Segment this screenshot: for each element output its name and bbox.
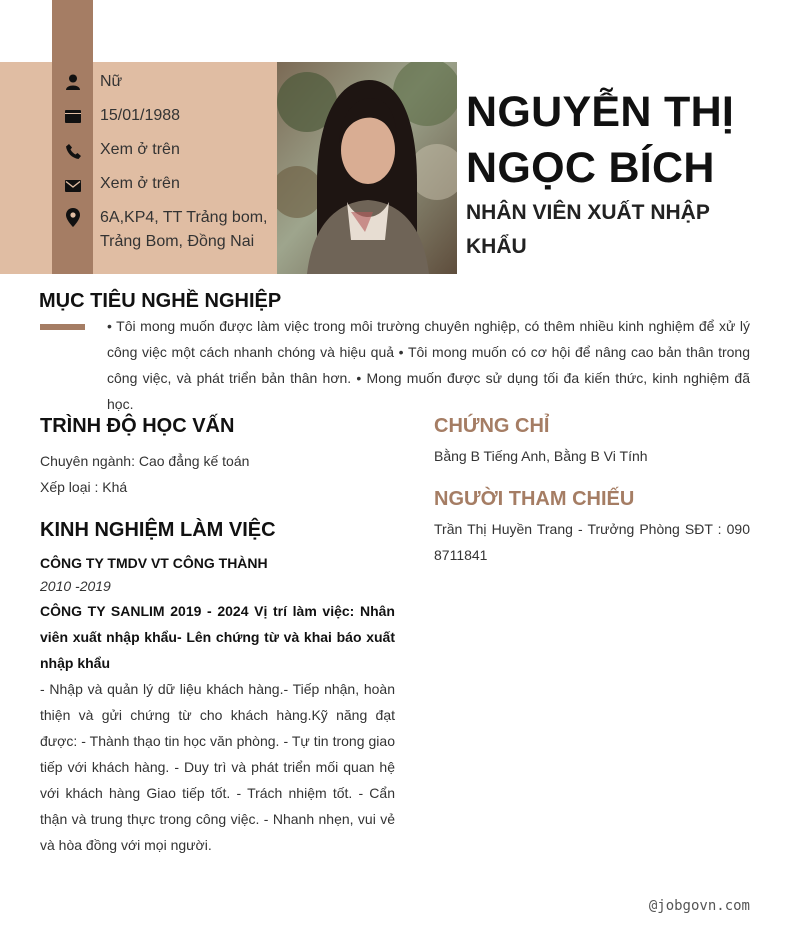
birthdate-text: 15/01/1988 <box>100 107 181 124</box>
education-rank: Xếp loại : Khá <box>40 479 128 495</box>
experience-heading: KINH NGHIỆM LÀM VIỆC <box>40 519 276 541</box>
mail-icon <box>64 177 82 195</box>
objective-text: • Tôi mong muốn được làm việc trong môi trường chuyên nghiệp, có thêm nhiều kinh nghiệm để xử lý công việc một cách nhanh chóng và hiệu quả • Tôi mong muốn có cơ hội để nâng cao bản thân trong công việc, và phát triển bản thân hơn. • Mong muốn được sử dụng tối đa kiến thức, kinh nghiệm đã học. <box>107 318 750 412</box>
objective-heading: MỤC TIÊU NGHỀ NGHIỆP <box>39 290 282 312</box>
objective-underline <box>40 324 85 330</box>
experience-period-1: 2010 -2019 <box>40 578 111 594</box>
certificates-heading: CHỨNG CHỈ <box>434 415 550 437</box>
phone-icon <box>64 142 82 160</box>
phone-text: Xem ở trên <box>100 141 180 158</box>
education-major: Chuyên ngành: Cao đẳng kế toán <box>40 453 250 469</box>
experience-description: - Nhập và quản lý dữ liệu khách hàng.- Tiếp nhận, hoàn thiện và gửi chứng từ cho khách hàng.Kỹ năng đạt được: - Thành thạo tin học văn phòng. - Tự tin trong giao tiếp với khách hàng. - Duy trì và phát triển mối quan hệ với khách hàng Giao tiếp tốt. - Trách nhiệm tốt. - Cẩn thận và trung thực trong công việc. - Nhanh nhẹn, vui vẻ và hòa đồng với mọi người. <box>40 681 395 853</box>
calendar-icon <box>64 107 82 125</box>
experience-company-2: CÔNG TY SANLIM 2019 - 2024 Vị trí làm việc: Nhân viên xuất nhập khẩu- Lên chứng từ và khai báo xuất nhập khẩu <box>40 603 395 671</box>
profile-photo <box>277 62 457 274</box>
candidate-role: NHÂN VIÊN XUẤT NHẬP KHẨU <box>466 201 710 258</box>
address-text: 6A,KP4, TT Trảng bom, Trảng Bom, Đồng Nai <box>100 209 268 250</box>
references-heading: NGƯỜI THAM CHIẾU <box>434 488 635 510</box>
experience-company-1: CÔNG TY TMDV VT CÔNG THÀNH <box>40 555 268 571</box>
references-text: Trần Thị Huyền Trang - Trưởng Phòng SĐT : 090 8711841 <box>434 521 750 563</box>
email-text: Xem ở trên <box>100 175 180 192</box>
decorative-stripe <box>52 0 93 274</box>
watermark: @jobgovn.com <box>648 898 750 914</box>
certificates-text: Bằng B Tiếng Anh, Bằng B Vi Tính <box>434 448 648 464</box>
education-heading: TRÌNH ĐỘ HỌC VẤN <box>40 415 235 437</box>
location-pin-icon <box>64 208 82 226</box>
candidate-name: NGUYỄN THỊ NGỌC BÍCH <box>466 88 735 192</box>
user-icon <box>64 73 82 91</box>
gender-text: Nữ <box>100 73 123 90</box>
